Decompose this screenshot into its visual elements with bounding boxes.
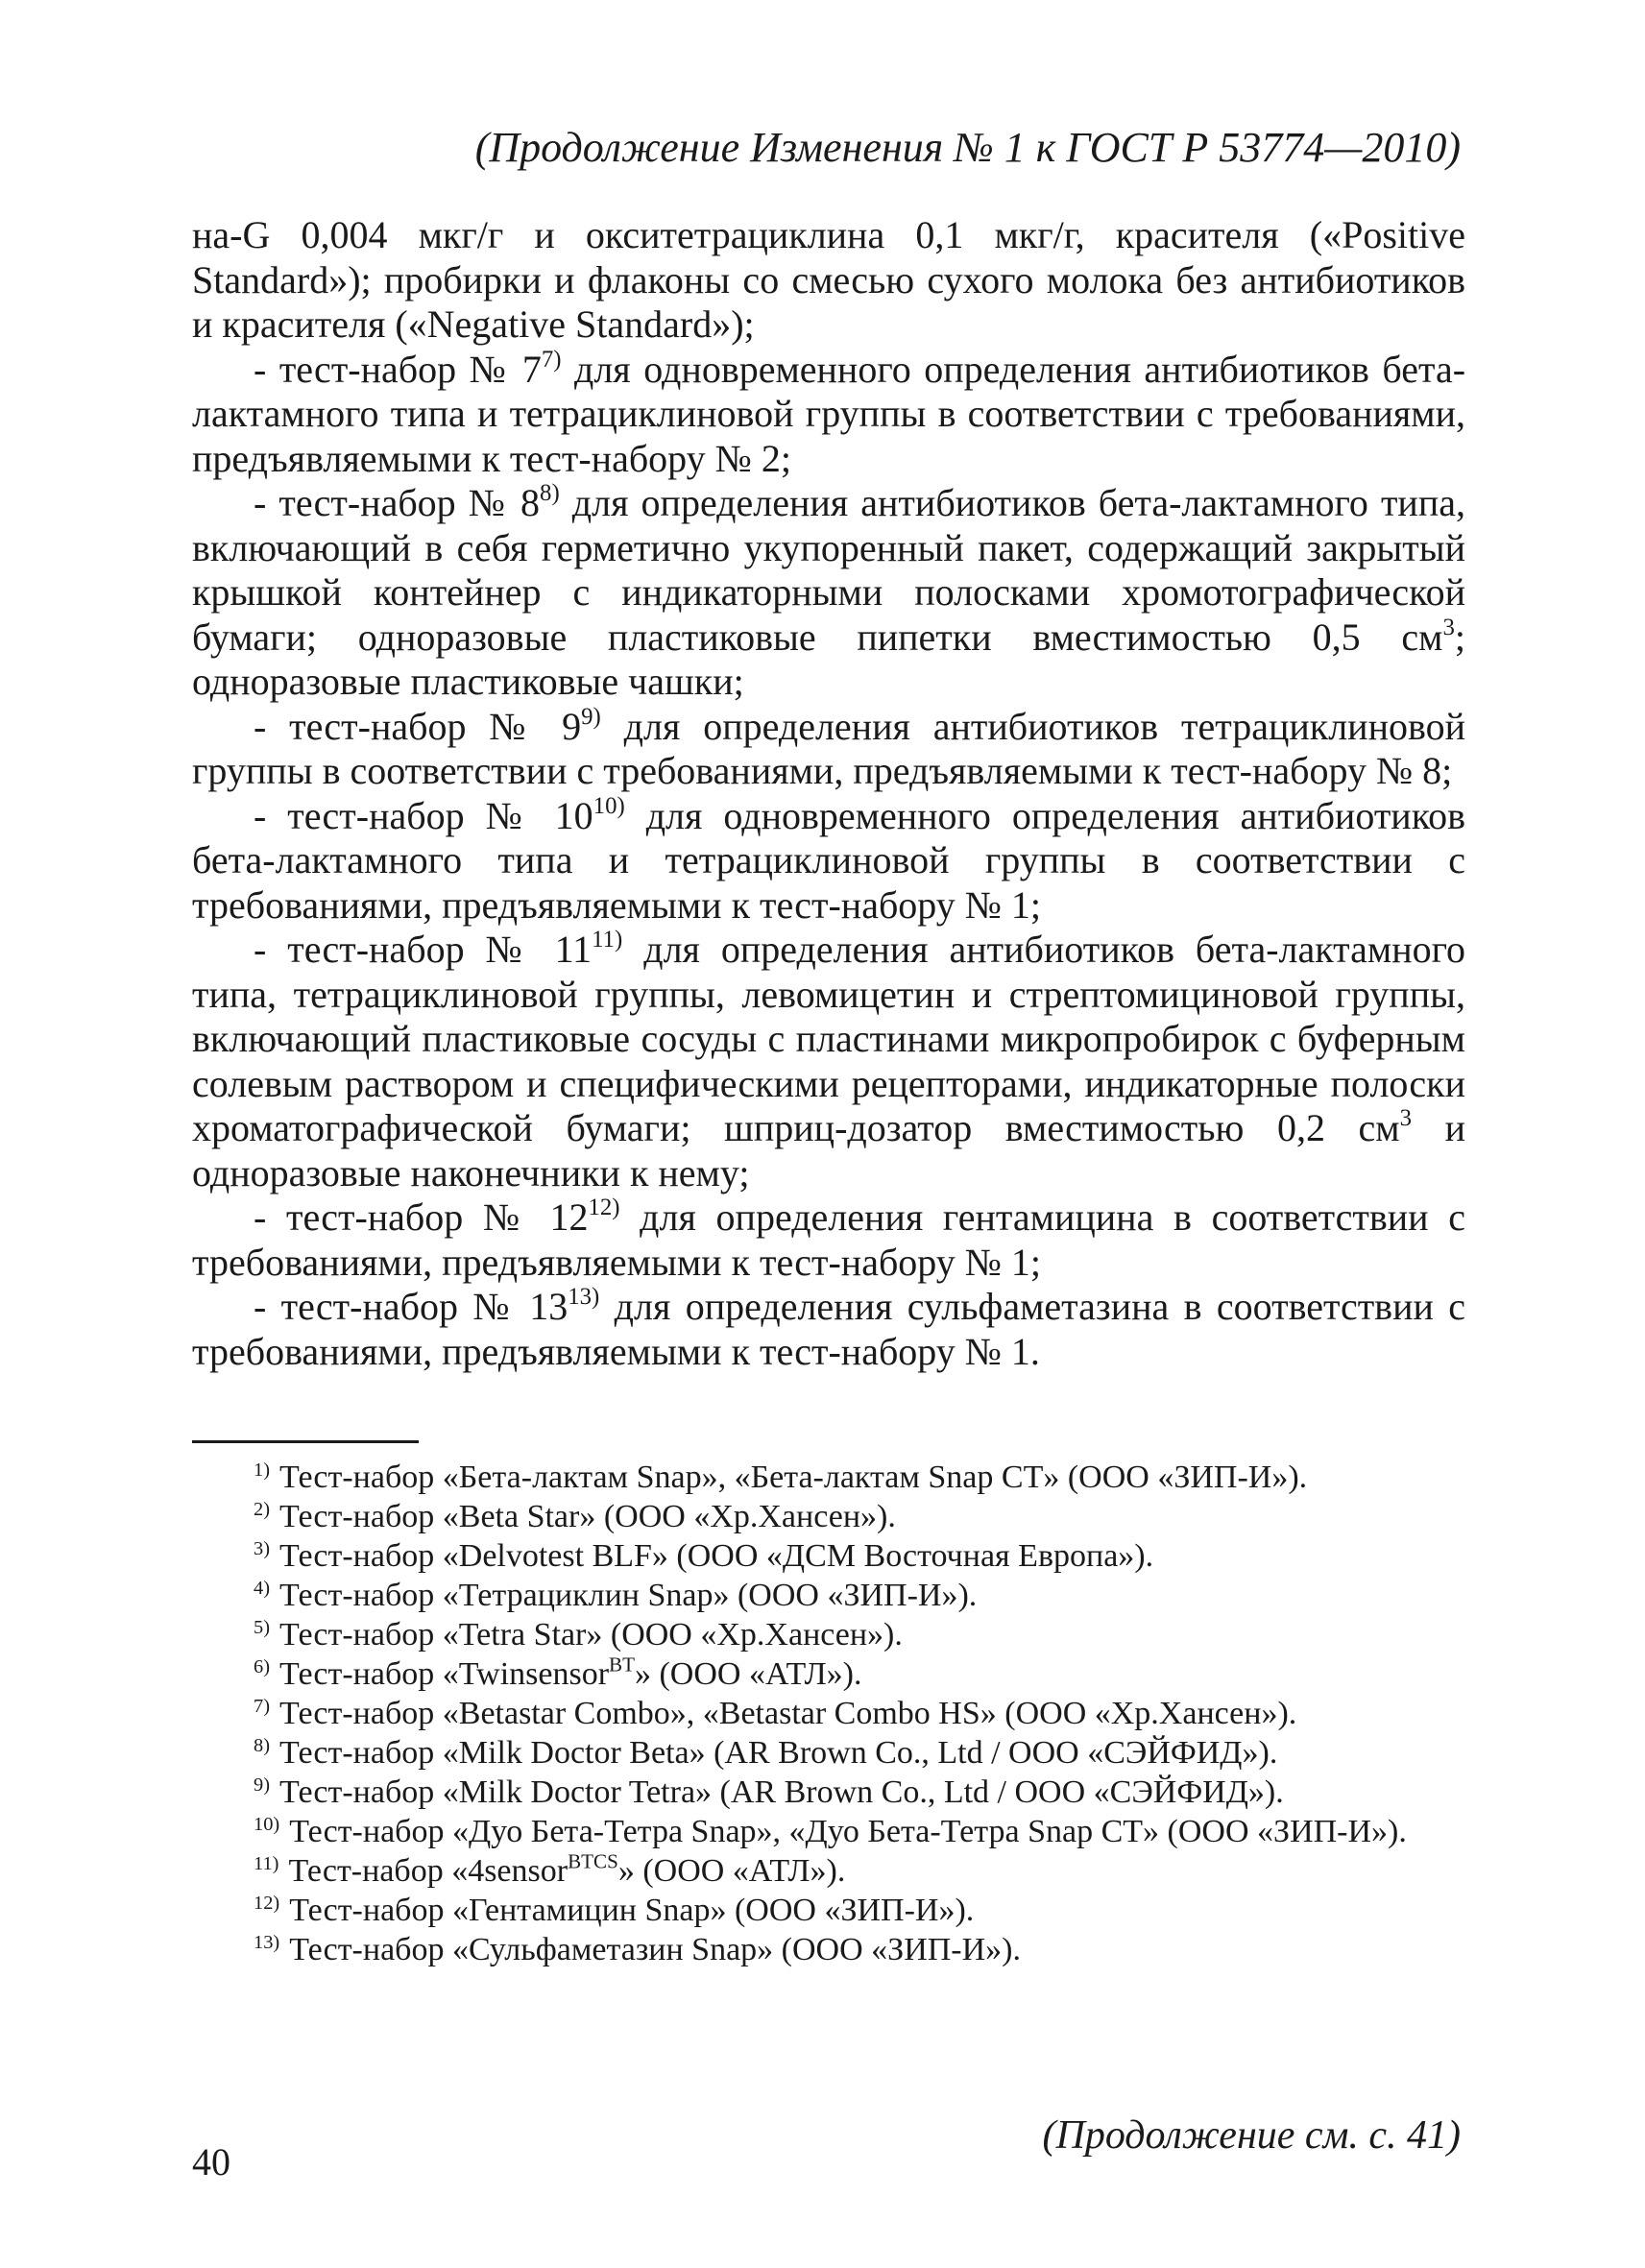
footnote-divider xyxy=(192,1440,419,1443)
footnote-ref: 12) xyxy=(588,1194,620,1220)
footnote-ref: 8) xyxy=(540,479,560,506)
page-number: 40 xyxy=(192,2140,230,2184)
paragraph-test-kit-7: - тест-набор № 7$^{7)}$ для одновременного определения антибиотиков бета-лактамного типа и тетрациклиновой группы в соответствии с требованиями, предъявляемыми к тест-набору № 2; xyxy=(192,346,1466,480)
paragraph-test-kit-12: - тест-набор № 12$^{12)}$ для определения гентамицина в соответствии с требованиями, предъявляемыми к тест-набору № 1; xyxy=(192,1194,1466,1284)
footnote-13: $^{13)}$ Тест-набор «Сульфаметазин Snap» (ООО «ЗИП-И»). xyxy=(254,1931,1021,1967)
footnote-9: $^{9)}$ Тест-набор «Milk Doctor Tetra» (AR Brown Co., Ltd / ООО «СЭЙФИД»). xyxy=(254,1773,1284,1810)
footnote-ref: 9) xyxy=(581,703,601,730)
footnote-ref: 10) xyxy=(593,792,625,819)
paragraph-test-kit-11: - тест-набор № 11$^{11)}$ для определения антибиотиков бета-лактамного типа, тетрациклиновой группы, левомицетин и стрептомициновой группы, включающий пластиковые сосуды с пластинами микропробирок с буферным солевым раствором и специфическими рецепторами, индикаторные полоски хроматографической бумаги; шприц-дозатор вместимостью 0,2 $см^3$ и одноразовые наконечники к нему; xyxy=(192,926,1466,1194)
footnote-7: $^{7)}$ Тест-набор «Betastar Combo», «Betastar Combo HS» (ООО «Хр.Хансен»). xyxy=(254,1695,1297,1731)
running-header: (Продолжение Изменения № 1 к ГОСТ Р 53774—2010) xyxy=(474,124,1461,171)
footnote-11: $^{11)}$ Тест-набор «4sensor$^{BTCS}$» (ООО «АТЛ»). xyxy=(254,1849,846,1889)
footnote-8: $^{8)}$ Тест-набор «Milk Doctor Beta» (AR Brown Co., Ltd / ООО «СЭЙФИД»). xyxy=(254,1734,1278,1771)
paragraph-1: на-G 0,004 мкг/г и окситетрациклина 0,1 мкг/г, красителя («Positive Standard»); пробирки и флаконы со смесью сухого молока без антибиотиков и красителя («Negative Standard»); xyxy=(192,213,1465,346)
footnote-5: $^{5)}$ Тест-набор «Tetra Star» (ООО «Хр.Хансен»). xyxy=(254,1616,903,1653)
footnote-12: $^{12)}$ Тест-набор «Гентамицин Snap» (ООО «ЗИП-И»). xyxy=(254,1892,975,1928)
footnote-ref: 11) xyxy=(592,926,623,953)
footnote-4: $^{4)}$ Тест-набор «Тетрациклин Snap» (ООО «ЗИП-И»). xyxy=(254,1577,978,1613)
continuation-note: (Продолжение см. с. 41) xyxy=(1042,2113,1461,2158)
paragraph-test-kit-13: - тест-набор № 13$^{13)}$ для определения сульфаметазина в соответствии с требованиями, предъявляемыми к тест-набору № 1. xyxy=(192,1283,1466,1373)
footnote-ref: 13) xyxy=(568,1283,600,1310)
paragraph-test-kit-9: - тест-набор № 9$^{9)}$ для определения антибиотиков тетрациклиновой группы в соответствии с требованиями, предъявляемыми к тест-набору № 8; xyxy=(192,703,1466,792)
paragraph-test-kit-10: - тест-набор № 10$^{10)}$ для одновременного определения антибиотиков бета-лактамного типа и тетрациклиновой группы в соответствии с требованиями, предъявляемыми к тест-набору № 1; xyxy=(192,792,1465,927)
footnote-6: $^{6)}$ Тест-набор «Twinsensor$^{BT}$» (ООО «АТЛ»). xyxy=(254,1653,862,1692)
body-text xyxy=(192,213,1465,1374)
footnote-3: $^{3)}$ Тест-набор «Delvotest BLF» (ООО «ДСМ Восточная Европа»). xyxy=(254,1537,1154,1574)
footnote-10: $^{10)}$ Тест-набор «Дуо Бета-Тетра Snap», «Дуо Бета-Тетра Snap CT» (ООО «ЗИП-И»). xyxy=(254,1813,1407,1849)
footnote-ref: 7) xyxy=(541,346,562,373)
footnote-2: $^{2)}$ Тест-набор «Beta Star» (ООО «Хр.Хансен»). xyxy=(254,1498,896,1534)
footnote-1: $^{1)}$ Тест-набор «Бета-лактам Snap», «Бета-лактам Snap CT» (ООО «ЗИП-И»). xyxy=(254,1459,1308,1495)
paragraph-test-kit-8: - тест-набор № 8$^{8)}$ для определения антибиотиков бета-лактамного типа, включающий в себя герметично укупоренный пакет, содержащий закрытый крышкой контейнер с индикаторными полосками хромотографической бумаги; одноразовые пластиковые пипетки вместимостью 0,5 $см^3$; одноразовые пластиковые чашки; xyxy=(192,479,1466,703)
footnotes xyxy=(192,1458,1465,1969)
